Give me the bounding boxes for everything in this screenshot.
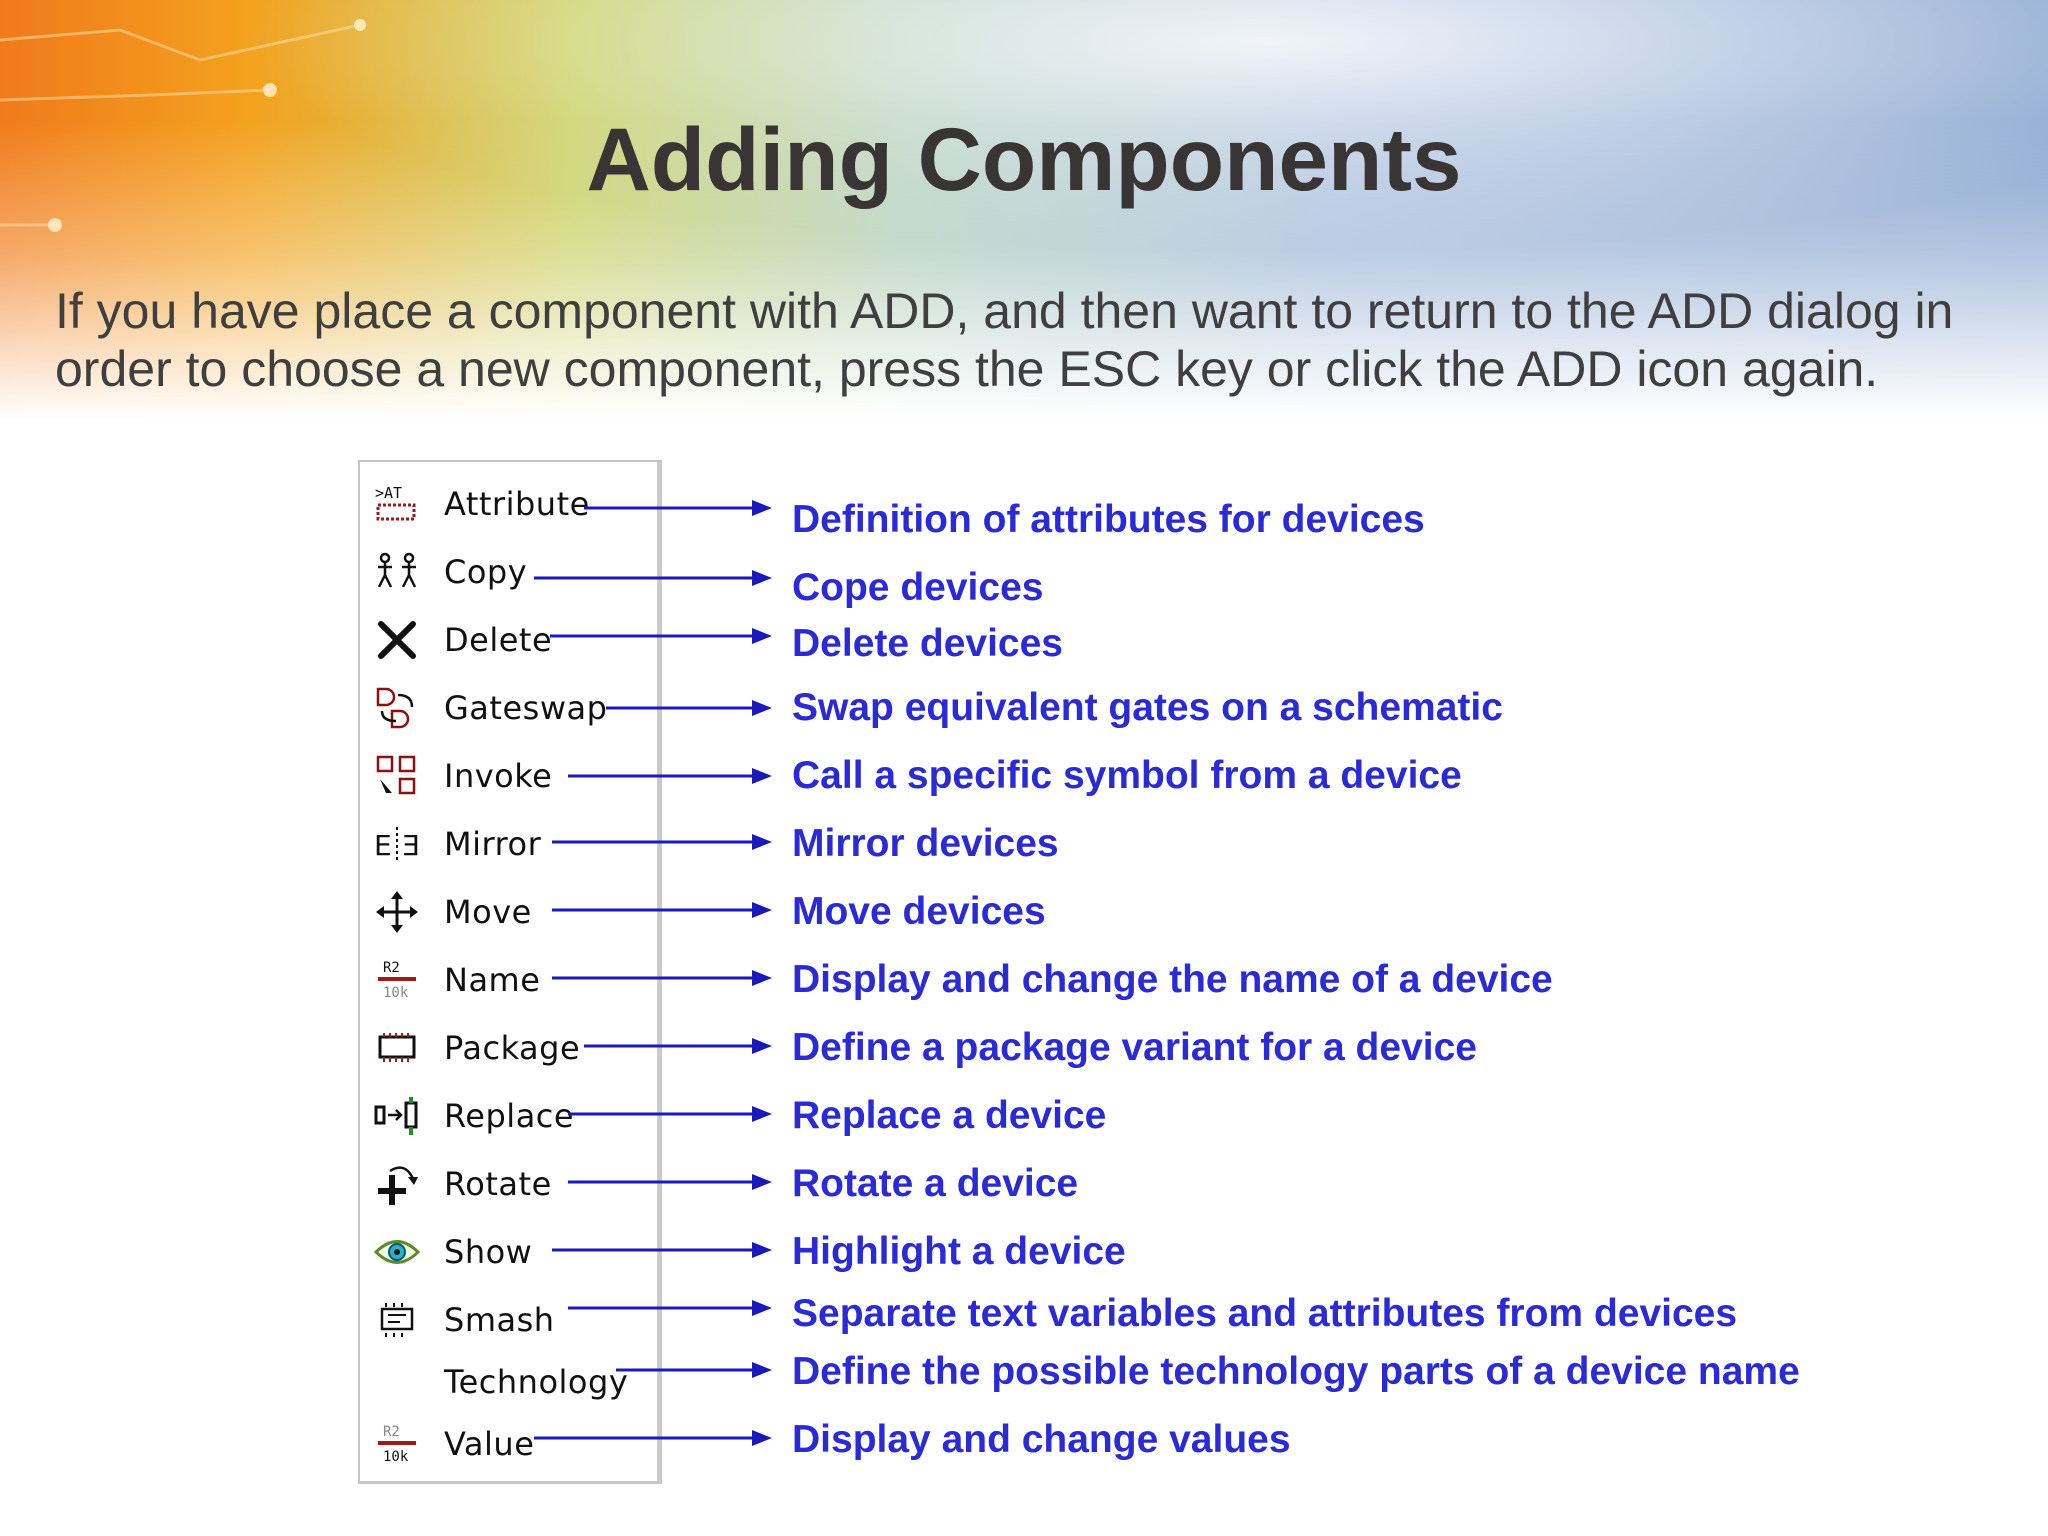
description-mirror: Mirror devices (792, 822, 1059, 865)
tool-label: Smash (444, 1301, 555, 1339)
value-icon (374, 1421, 420, 1467)
description-show: Highlight a device (792, 1230, 1126, 1273)
tool-gateswap[interactable] (360, 678, 660, 738)
replace-icon (374, 1093, 420, 1139)
smash-icon (374, 1297, 420, 1343)
move-icon (374, 889, 420, 935)
tool-mirror[interactable] (360, 814, 660, 874)
tool-value[interactable] (360, 1414, 660, 1474)
attribute-icon (374, 481, 420, 527)
tool-smash[interactable] (360, 1290, 660, 1350)
svg-text:10k: 10k (383, 985, 409, 1001)
tool-label: Show (444, 1233, 533, 1271)
svg-text:E: E (402, 829, 420, 862)
show-icon (374, 1229, 420, 1275)
description-invoke: Call a specific symbol from a device (792, 754, 1462, 797)
description-name: Display and change the name of a device (792, 958, 1553, 1001)
tool-name[interactable] (360, 950, 660, 1010)
mirror-icon (374, 821, 420, 867)
svg-text:R2: R2 (383, 1424, 400, 1440)
description-package: Define a package variant for a device (792, 1026, 1477, 1069)
tool-label: Name (444, 961, 541, 999)
description-smash: Separate text variables and attributes from devices (792, 1292, 1738, 1335)
svg-text:10k: 10k (383, 1449, 409, 1465)
description-technology: Define the possible technology parts of a device name (792, 1350, 1800, 1393)
tool-label: Mirror (444, 825, 542, 863)
description-delete: Delete devices (792, 622, 1064, 665)
tool-package[interactable] (360, 1018, 660, 1078)
tool-label: Attribute (444, 485, 590, 523)
tool-attribute[interactable] (360, 474, 660, 534)
invoke-icon (374, 753, 420, 799)
description-copy: Cope devices (792, 566, 1044, 609)
tool-label: Technology (444, 1363, 629, 1401)
tool-invoke[interactable] (360, 746, 660, 806)
toolbar-panel (358, 460, 662, 1484)
description-rotate: Rotate a device (792, 1162, 1079, 1205)
tool-label: Invoke (444, 757, 553, 795)
tool-label: Value (444, 1425, 535, 1463)
tool-replace[interactable] (360, 1086, 660, 1146)
package-icon (374, 1025, 420, 1071)
tool-label: Copy (444, 553, 528, 591)
copy-icon (374, 549, 420, 595)
tool-move[interactable] (360, 882, 660, 942)
tool-copy[interactable] (360, 542, 660, 602)
description-attribute: Definition of attributes for devices (792, 498, 1425, 541)
tool-label: Replace (444, 1097, 575, 1135)
svg-text:>AT: >AT (375, 484, 403, 502)
tool-show[interactable] (360, 1222, 660, 1282)
rotate-icon (374, 1161, 420, 1207)
delete-icon (374, 617, 420, 663)
svg-text:R2: R2 (383, 960, 400, 976)
description-replace: Replace a device (792, 1094, 1107, 1137)
svg-text:E: E (374, 829, 392, 862)
tool-label: Move (444, 893, 532, 931)
tool-technology[interactable] (360, 1352, 660, 1412)
description-gateswap: Swap equivalent gates on a schematic (792, 686, 1503, 729)
description-move: Move devices (792, 890, 1046, 933)
tool-label: Delete (444, 621, 553, 659)
tool-label: Package (444, 1029, 581, 1067)
description-value: Display and change values (792, 1418, 1291, 1461)
name-icon (374, 957, 420, 1003)
gateswap-icon (374, 685, 420, 731)
intro-paragraph: If you have place a component with ADD, and then want to return to the ADD dialog in order to choose a new component, press the ESC key or click the ADD icon again. (55, 283, 1954, 397)
tool-label: Rotate (444, 1165, 552, 1203)
tool-rotate[interactable] (360, 1154, 660, 1214)
tool-label: Gateswap (444, 689, 608, 727)
tool-delete[interactable] (360, 610, 660, 670)
slide-title: Adding Components (586, 109, 1462, 209)
